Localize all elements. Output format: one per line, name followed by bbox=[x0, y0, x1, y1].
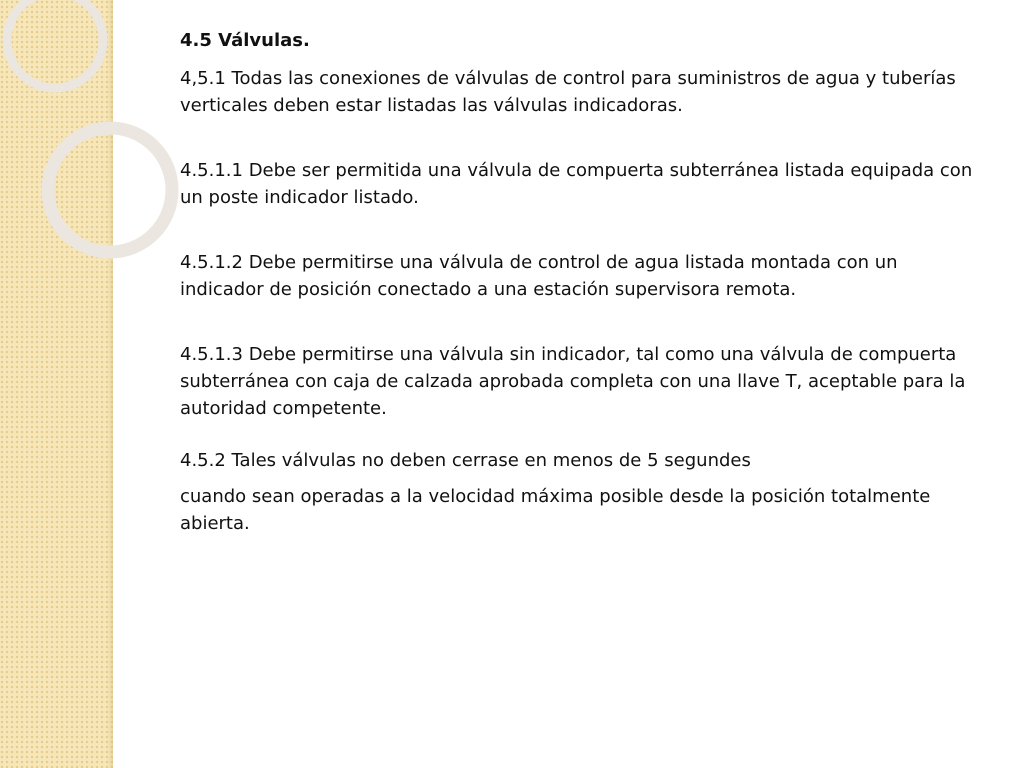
paragraph-4-5-1: 4,5.1 Todas las conexiones de válvulas de control para suministros de agua y tuberías verticales deben estar listadas las válvulas indicadoras. bbox=[180, 68, 956, 116]
paragraph-4-5-1-1: 4.5.1.1 Debe ser permitida una válvula de compuerta subterránea listada equipada con un poste indicador listado. bbox=[180, 160, 973, 208]
decorative-rings bbox=[0, 0, 160, 300]
slide-heading: 4.5 Válvulas. bbox=[180, 30, 310, 51]
paragraph-4-5-2: 4.5.2 Tales válvulas no deben cerrase en menos de 5 segundes bbox=[180, 450, 751, 471]
slide-body bbox=[180, 26, 980, 537]
paragraph-4-5-1-3: 4.5.1.3 Debe permitirse una válvula sin indicador, tal como una válvula de compuerta subterránea con caja de calzada aprobada completa con una llave T, aceptable para la autoridad competente. bbox=[180, 344, 966, 419]
paragraph-4-5-2-continued: cuando sean operadas a la velocidad máxima posible desde la posición totalmente abierta. bbox=[180, 486, 931, 534]
decorative-ring-bottom bbox=[48, 128, 172, 252]
decorative-ring-top bbox=[7, 0, 103, 88]
paragraph-4-5-1-2: 4.5.1.2 Debe permitirse una válvula de control de agua listada montada con un indicador de posición conectado a una estación supervisora remota. bbox=[180, 252, 898, 300]
